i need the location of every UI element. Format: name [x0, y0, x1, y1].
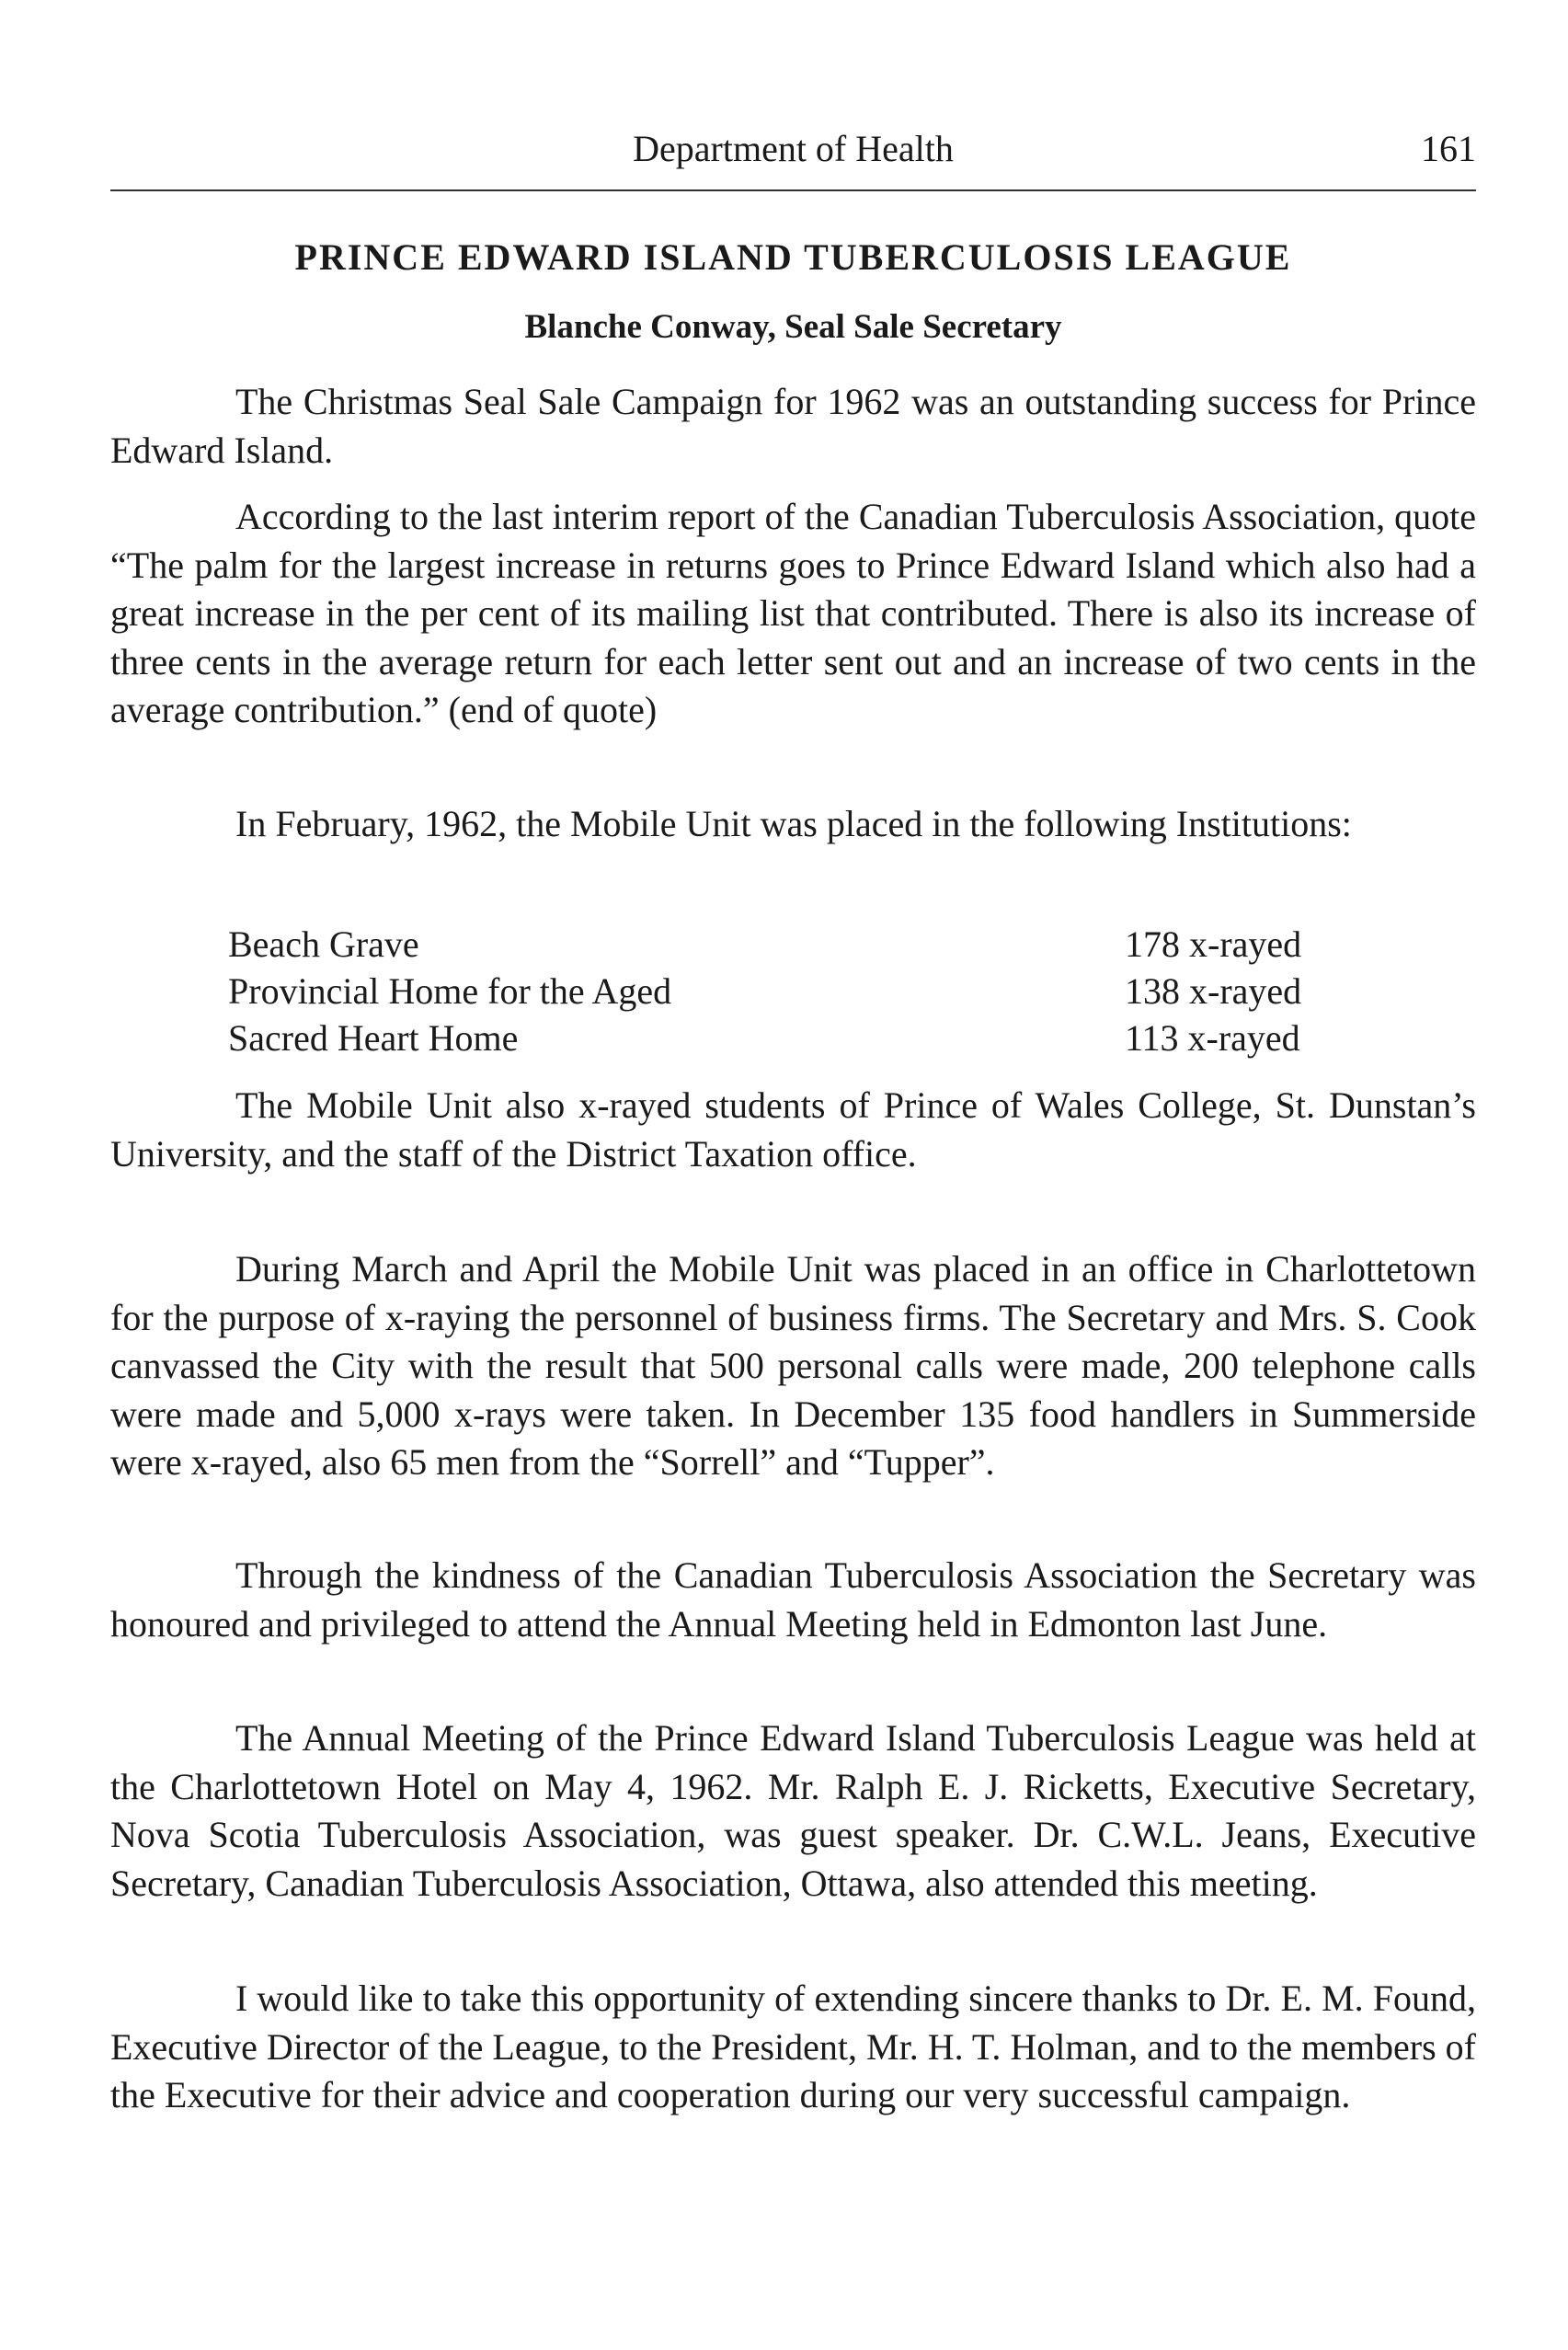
- byline: Blanche Conway, Seal Sale Secretary: [524, 308, 1062, 346]
- paragraph-2: According to the last interim report of the Canadian Tuberculosis Association, quote “The palm for the largest increase in returns goes to Prince Edward Island which also had a great increase in the per cent of its mailing list that contributed. There is also its increase of three cents in the average return for each letter sent out and an increase of two cents in the average contribution.” (end of quote): [110, 496, 1476, 730]
- paragraph-3: In February, 1962, the Mobile Unit was placed in the following Institutions:: [235, 803, 1352, 844]
- institutions-list: [228, 921, 1350, 1061]
- institution-name: Beach Grave: [228, 923, 419, 965]
- paragraph-7: The Annual Meeting of the Prince Edward Island Tuberculosis League was held at the Charlottetown Hotel on May 4, 1962. Mr. Ralph E. J. Ricketts, Executive Secretary, Nova Scotia Tuberculosis Association, was guest speaker. Dr. C.W.L. Jeans, Executive Secretary, Canadian Tuberculosis Association, Ottawa, also attended this meeting.: [110, 1717, 1476, 1904]
- paragraph-1: The Christmas Seal Sale Campaign for 1962 was an outstanding success for Prince Edward Island.: [110, 381, 1476, 471]
- document-title: PRINCE EDWARD ISLAND TUBERCULOSIS LEAGUE: [294, 236, 1292, 278]
- page-number: 161: [1421, 128, 1476, 169]
- institution-count: 178 x-rayed: [1125, 923, 1302, 965]
- running-header: [110, 127, 1476, 182]
- paragraph-6: Through the kindness of the Canadian Tuberculosis Association the Secretary was honoured and privileged to attend the Annual Meeting held in Edmonton last June.: [110, 1554, 1476, 1645]
- institution-row: [228, 921, 1350, 968]
- paragraph-8: I would like to take this opportunity of extending sincere thanks to Dr. E. M. Found, Executive Director of the League, to the President, Mr. H. T. Holman, and to the members of the Executive for their advice and cooperation during our very successful campaign.: [110, 1977, 1476, 2115]
- institution-count: 138 x-rayed: [1125, 970, 1302, 1012]
- institution-count: 113 x-rayed: [1125, 1017, 1300, 1059]
- institution-row: [228, 1015, 1350, 1061]
- institution-row: [228, 968, 1350, 1015]
- paragraph-4: The Mobile Unit also x-rayed students of Prince of Wales College, St. Dunstan’s University, and the staff of the District Taxation office.: [110, 1084, 1476, 1175]
- institution-name: Sacred Heart Home: [228, 1017, 519, 1059]
- paragraph-5: During March and April the Mobile Unit was placed in an office in Charlottetown for the purpose of x-raying the personnel of business firms. The Secretary and Mrs. S. Cook canvassed the City with the result that 500 personal calls were made, 200 telephone calls were made and 5,000 x-rays were taken. In December 135 food handlers in Summerside were x-rayed, also 65 men from the “Sorrell” and “Tupper”.: [110, 1248, 1476, 1483]
- institution-name: Provincial Home for the Aged: [228, 970, 672, 1012]
- header-rule: [110, 189, 1476, 191]
- running-title: Department of Health: [633, 128, 954, 169]
